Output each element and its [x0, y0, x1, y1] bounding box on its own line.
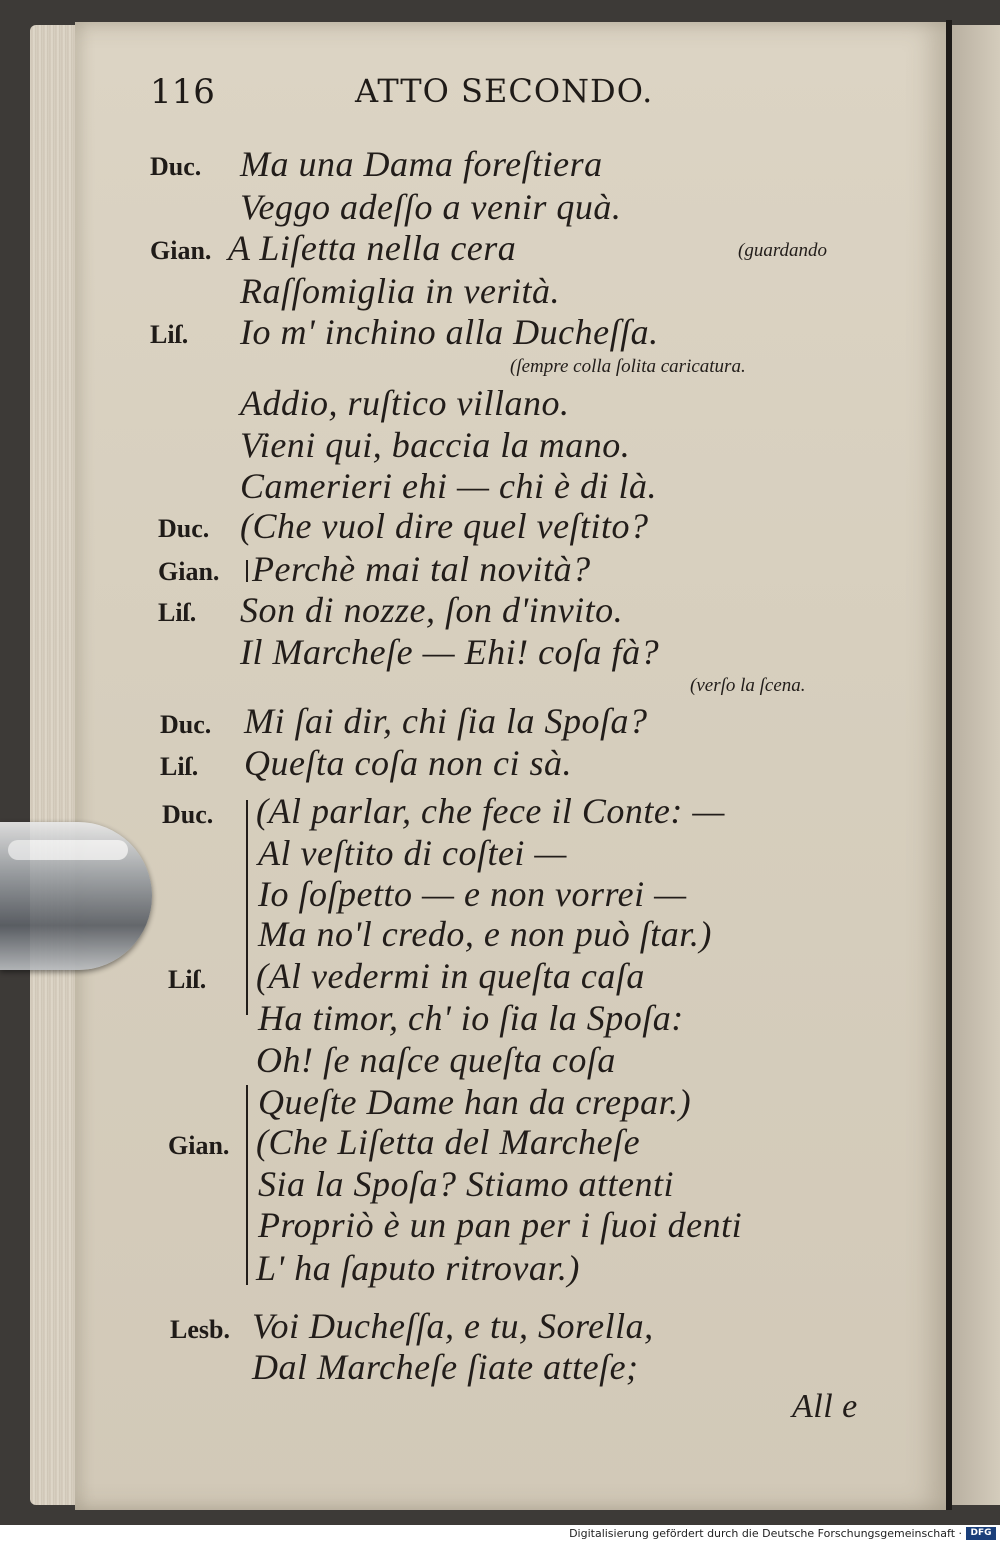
- verse-line: Dal Marcheſe ſiate atteſe;: [252, 1347, 639, 1387]
- verse-line: Io m' inchino alla Ducheſſa.: [240, 312, 659, 352]
- running-title: ATTO SECONDO.: [355, 72, 654, 110]
- verse-line: A Liſetta nella cera: [228, 228, 517, 268]
- brace-mark: [246, 1085, 248, 1285]
- verse-line: Queſte Dame han da crepar.): [258, 1082, 692, 1122]
- speaker-label: Gian.: [158, 557, 220, 586]
- speaker-label: Gian.: [150, 236, 212, 265]
- brace-mark: [246, 800, 248, 1015]
- speaker-label: Gian.: [168, 1131, 230, 1160]
- verse-line: (Che Liſetta del Marcheſe: [256, 1122, 641, 1162]
- verse-line: Ma no'l credo, e non può ſtar.): [258, 914, 712, 954]
- speaker-label: Duc.: [160, 710, 212, 739]
- facing-page-edge: [952, 25, 1000, 1505]
- catchword: All e: [792, 1388, 858, 1425]
- stage-direction: (verſo la ſcena.: [690, 675, 806, 696]
- speaker-label: Liſ.: [168, 965, 207, 994]
- speaker-label: Duc.: [162, 800, 214, 829]
- verse-line: Voi Ducheſſa, e tu, Sorella,: [252, 1306, 654, 1346]
- verse-line: Il Marcheſe — Ehi! coſa fà?: [240, 632, 660, 672]
- page-number: 116: [150, 72, 215, 112]
- verse-line: Queſta coſa non ci sà.: [244, 743, 572, 783]
- verse-line: Veggo adeſſo a venir quà.: [240, 187, 622, 227]
- verse-line: Ma una Dama foreſtiera: [240, 144, 603, 184]
- verse-line: Son di nozze, ſon d'invito.: [240, 590, 624, 630]
- speaker-label: Liſ.: [160, 752, 199, 781]
- dfg-logo: DFG: [966, 1527, 996, 1540]
- verse-line: (Al parlar, che fece il Conte: —: [256, 791, 725, 831]
- verse-line: Ha timor, ch' io ſia la Spoſa:: [258, 998, 684, 1038]
- verse-line: Raſſomiglia in verità.: [240, 271, 560, 311]
- speaker-label: Duc.: [150, 152, 202, 181]
- speaker-label: Liſ.: [158, 598, 197, 627]
- speaker-label: Lesb.: [170, 1315, 230, 1344]
- brace-mark: [246, 560, 248, 582]
- stage-direction: (guardando: [738, 240, 828, 261]
- verse-line: Camerieri ehi — chi è di là.: [240, 466, 657, 506]
- stage-direction: (ſempre colla ſolita caricatura.: [510, 356, 746, 377]
- verse-line: Al veſtito di coſtei —: [258, 833, 567, 873]
- verse-line: (Che vuol dire quel veſtito?: [240, 506, 649, 546]
- verse-line: Io ſoſpetto — e non vorrei —: [258, 874, 687, 914]
- digitization-credit: Digitalisierung gefördert durch die Deutsche Forschungsgemeinschaft ·: [569, 1527, 962, 1540]
- page-clip: [0, 822, 152, 970]
- verse-line: L' ha ſaputo ritrovar.): [256, 1248, 580, 1288]
- verse-line: Vieni qui, baccia la mano.: [240, 425, 631, 465]
- verse-line: Mi ſai dir, chi ſia la Spoſa?: [244, 701, 648, 741]
- verse-line: Perchè mai tal novità?: [252, 549, 591, 589]
- verse-line: (Al vedermi in queſta caſa: [256, 956, 645, 996]
- speaker-label: Liſ.: [150, 320, 189, 349]
- verse-line: Propriò è un pan per i ſuoi denti: [258, 1205, 743, 1245]
- speaker-label: Duc.: [158, 514, 210, 543]
- verse-line: Sia la Spoſa? Stiamo attenti: [258, 1164, 674, 1204]
- verse-line: Addio, ruſtico villano.: [240, 383, 570, 423]
- verse-line: Oh! ſe naſce queſta coſa: [256, 1040, 616, 1080]
